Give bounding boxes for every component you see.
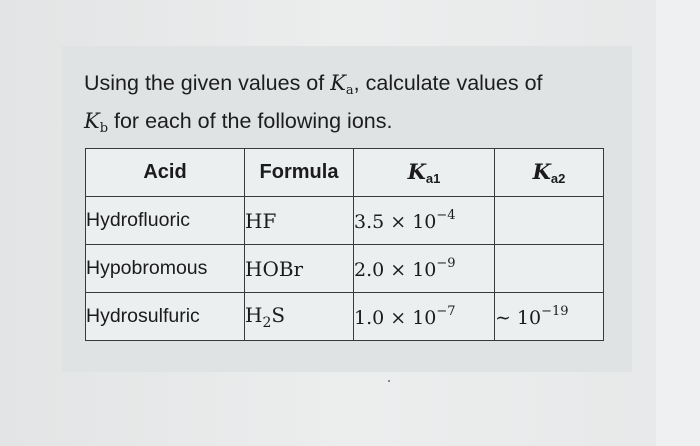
- ka1-cell: [354, 245, 495, 293]
- table-row: [86, 245, 604, 293]
- header-formula: Formula: [245, 149, 354, 197]
- ka-symbol: K: [330, 71, 346, 95]
- ka1-base: 1.0 × 10: [354, 307, 437, 329]
- ka2-exponent: −19: [541, 304, 569, 319]
- table-header-row: [86, 149, 604, 197]
- acid-name-cell: Hydrosulfuric: [86, 293, 245, 341]
- ka1-cell: [354, 197, 495, 245]
- question-part2: , calculate values of: [353, 71, 543, 95]
- ka2-base: ∼ 10: [495, 307, 542, 329]
- acid-table: [85, 148, 604, 341]
- question-text: [84, 68, 624, 144]
- table-row: [86, 197, 604, 245]
- ka1-exponent: −4: [436, 208, 456, 223]
- header-ka1-symbol: K: [407, 159, 426, 184]
- ka1-cell: [354, 293, 495, 341]
- formula-cell: [245, 245, 354, 293]
- formula-subscript: 2: [262, 314, 272, 331]
- ka1-exponent: −9: [436, 256, 456, 271]
- formula-text: HOBr: [245, 256, 304, 281]
- header-ka1-subscript: a1: [425, 171, 441, 186]
- ka1-base: 2.0 × 10: [354, 259, 437, 281]
- ka-subscript: a: [345, 83, 354, 98]
- ka1-base: 3.5 × 10: [354, 211, 437, 233]
- ka2-cell: [495, 197, 604, 245]
- acid-name-cell: Hypobromous: [86, 245, 245, 293]
- photo-edge-strip: [656, 0, 700, 446]
- ka2-cell: [495, 293, 604, 341]
- formula-text: H: [245, 302, 263, 327]
- ka1-exponent: −7: [436, 304, 456, 319]
- ka2-cell: [495, 245, 604, 293]
- formula-tail: S: [271, 302, 286, 327]
- formula-text: HF: [245, 208, 277, 233]
- kb-symbol: K: [84, 109, 100, 133]
- header-ka2-symbol: K: [532, 159, 551, 184]
- header-ka2-subscript: a2: [550, 171, 566, 186]
- speck: [388, 380, 390, 382]
- acid-name-cell: Hydrofluoric: [86, 197, 245, 245]
- kb-subscript: b: [99, 121, 109, 136]
- header-ka1: [354, 149, 495, 197]
- formula-cell: [245, 293, 354, 341]
- question-part1: Using the given values of: [84, 71, 331, 95]
- question-part3: for each of the following ions.: [108, 109, 393, 133]
- formula-cell: [245, 197, 354, 245]
- header-ka2: [495, 149, 604, 197]
- header-acid: Acid: [86, 149, 245, 197]
- table-row: [86, 293, 604, 341]
